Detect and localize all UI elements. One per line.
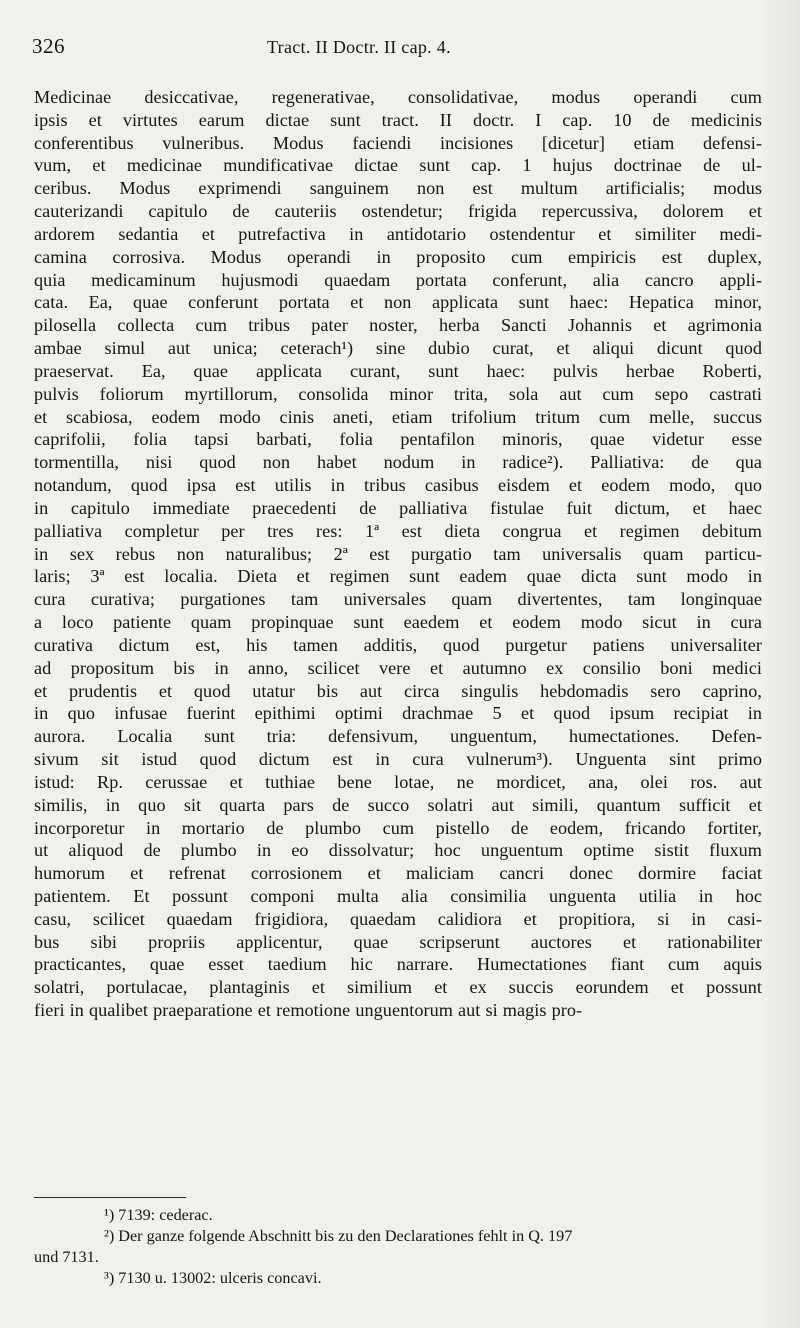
text-line: ad propositum bis in anno, scilicet vere et autumno ex consilio boni medici [34, 657, 762, 678]
text-line: practicantes, quae esset taedium hic narrare. Humectationes fiant cum aquis [34, 954, 762, 975]
text-line: istud: Rp. cerussae et tuthiae bene lotae, ne mordicet, ana, olei ros. aut [34, 771, 762, 792]
text-line: in sex rebus non naturalibus; 2ª est purgatio tam universalis quam particu- [34, 543, 762, 564]
text-line: solatri, portulacae, plantaginis et similium et ex succis eorundem et possunt [34, 977, 762, 998]
footnote-2: ²) Der ganze folgende Abschnitt bis zu den Declarationes fehlt in Q. 197 [104, 1227, 573, 1245]
footnote-divider [34, 1197, 186, 1198]
text-line: quia medicaminum hujusmodi quaedam portata conferunt, alia cancro appli- [34, 269, 762, 290]
footnote-1: ¹) 7139: cederac. [104, 1206, 213, 1224]
text-line: aurora. Localia sunt tria: defensivum, unguentum, humectationes. Defen- [34, 726, 762, 747]
text-line: cura curativa; purgationes tam universales quam divertentes, tam longinquae [34, 589, 762, 610]
text-line: caprifolii, folia tapsi barbati, folia pentafilon minoris, quae videtur esse [34, 429, 762, 450]
text-line: incorporetur in mortario de plumbo cum pistello de eodem, fricando fortiter, [34, 817, 762, 838]
text-line: patientem. Et possunt componi multa alia consimilia unguenta utilia in hoc [34, 885, 762, 906]
text-line: notandum, quod ipsa est utilis in tribus casibus eisdem et eodem modo, quo [34, 475, 762, 496]
text-line: et scabiosa, eodem modo cinis aneti, etiam trifolium tritum cum melle, succus [34, 406, 762, 427]
text-line: ut aliquod de plumbo in eo dissolvatur; hoc unguentum optime sistit fluxum [34, 840, 762, 861]
text-line: bus sibi propriis applicentur, quae scripserunt auctores et rationabiliter [34, 931, 762, 952]
text-line: cata. Ea, quae conferunt portata et non applicata sunt haec: Hepatica minor, [34, 292, 762, 313]
text-line: vum, et medicinae mundificativae dictae sunt cap. 1 hujus doctrinae de ul- [34, 155, 762, 176]
text-line: praeservat. Ea, quae applicata curant, sunt haec: pulvis herbae Roberti, [34, 360, 762, 381]
page-number: 326 [32, 34, 65, 58]
text-line: ceribus. Modus exprimendi sanguinem non est multum artificialis; modus [34, 178, 762, 199]
text-line: ardorem sedantia et putrefactiva in antidotario ostendentur et similiter medi- [34, 223, 762, 244]
text-line: cauterizandi capitulo de cauteriis ostendetur; frigida repercussiva, dolorem et [34, 201, 762, 222]
page-header [32, 34, 772, 66]
text-line: pilosella collecta cum tribus pater noster, herba Sancti Johannis et agrimonia [34, 315, 762, 336]
text-line: conferentibus vulneribus. Modus faciendi incisiones [dicetur] etiam defensi- [34, 132, 762, 153]
text-line: Medicinae desiccativae, regenerativae, consolidativae, modus operandi cum [34, 87, 762, 107]
text-line: pulvis foliorum myrtillorum, consolida minor trita, sola aut cum sepo castrati [34, 383, 762, 404]
text-line: laris; 3ª est localia. Dieta et regimen sunt eadem quae dicta sunt modo in [34, 566, 762, 587]
text-line: humorum et refrenat corrosionem et maliciam cancri donec dormire faciat [34, 863, 762, 884]
main-text [34, 86, 762, 1022]
text-line: in capitulo immediate praecedenti de palliativa fistulae fuit dictum, et haec [34, 497, 762, 518]
running-head: Tract. II Doctr. II cap. 4. [267, 37, 451, 57]
text-line: a loco patiente quam propinquae sunt eaedem et eodem modo sicut in cura [34, 612, 762, 633]
footnotes [34, 1205, 774, 1289]
text-line: curativa dictum est, his tamen additis, quod purgetur patiens universaliter [34, 634, 762, 655]
text-line: casu, scilicet quaedam frigidiora, quaedam calidiora et propitiora, si in casi- [34, 908, 762, 929]
text-line: fieri in qualibet praeparatione et remotione unguentorum aut si magis pro- [34, 1000, 583, 1021]
footnote-2-continuation: und 7131. [34, 1248, 99, 1266]
text-line: in quo infusae fuerint epithimi optimi drachmae 5 et quod ipsum recipiat in [34, 703, 762, 724]
text-line: camina corrosiva. Modus operandi in proposito cum empiricis est duplex, [34, 246, 762, 267]
text-line: ipsis et virtutes earum dictae sunt tract. II doctr. I cap. 10 de medicinis [34, 109, 762, 130]
text-line: tormentilla, nisi quod non habet nodum in radice²). Palliativa: de qua [34, 452, 762, 473]
text-line: ambae simul aut unica; ceterach¹) sine dubio curat, et aliqui dicunt quod [34, 338, 762, 359]
text-line: et prudentis et quod utatur bis aut circa singulis hebdomadis sero caprino, [34, 680, 762, 701]
text-line: sivum sit istud quod dictum est in cura vulnerum³). Unguenta sint primo [34, 749, 762, 770]
text-line: similis, in quo sit quarta pars de succo solatri aut simili, quantum sufficit et [34, 794, 762, 815]
text-line: palliativa completur per tres res: 1ª est dieta congrua et regimen debitum [34, 520, 762, 541]
footnote-3: ³) 7130 u. 13002: ulceris concavi. [104, 1269, 322, 1287]
